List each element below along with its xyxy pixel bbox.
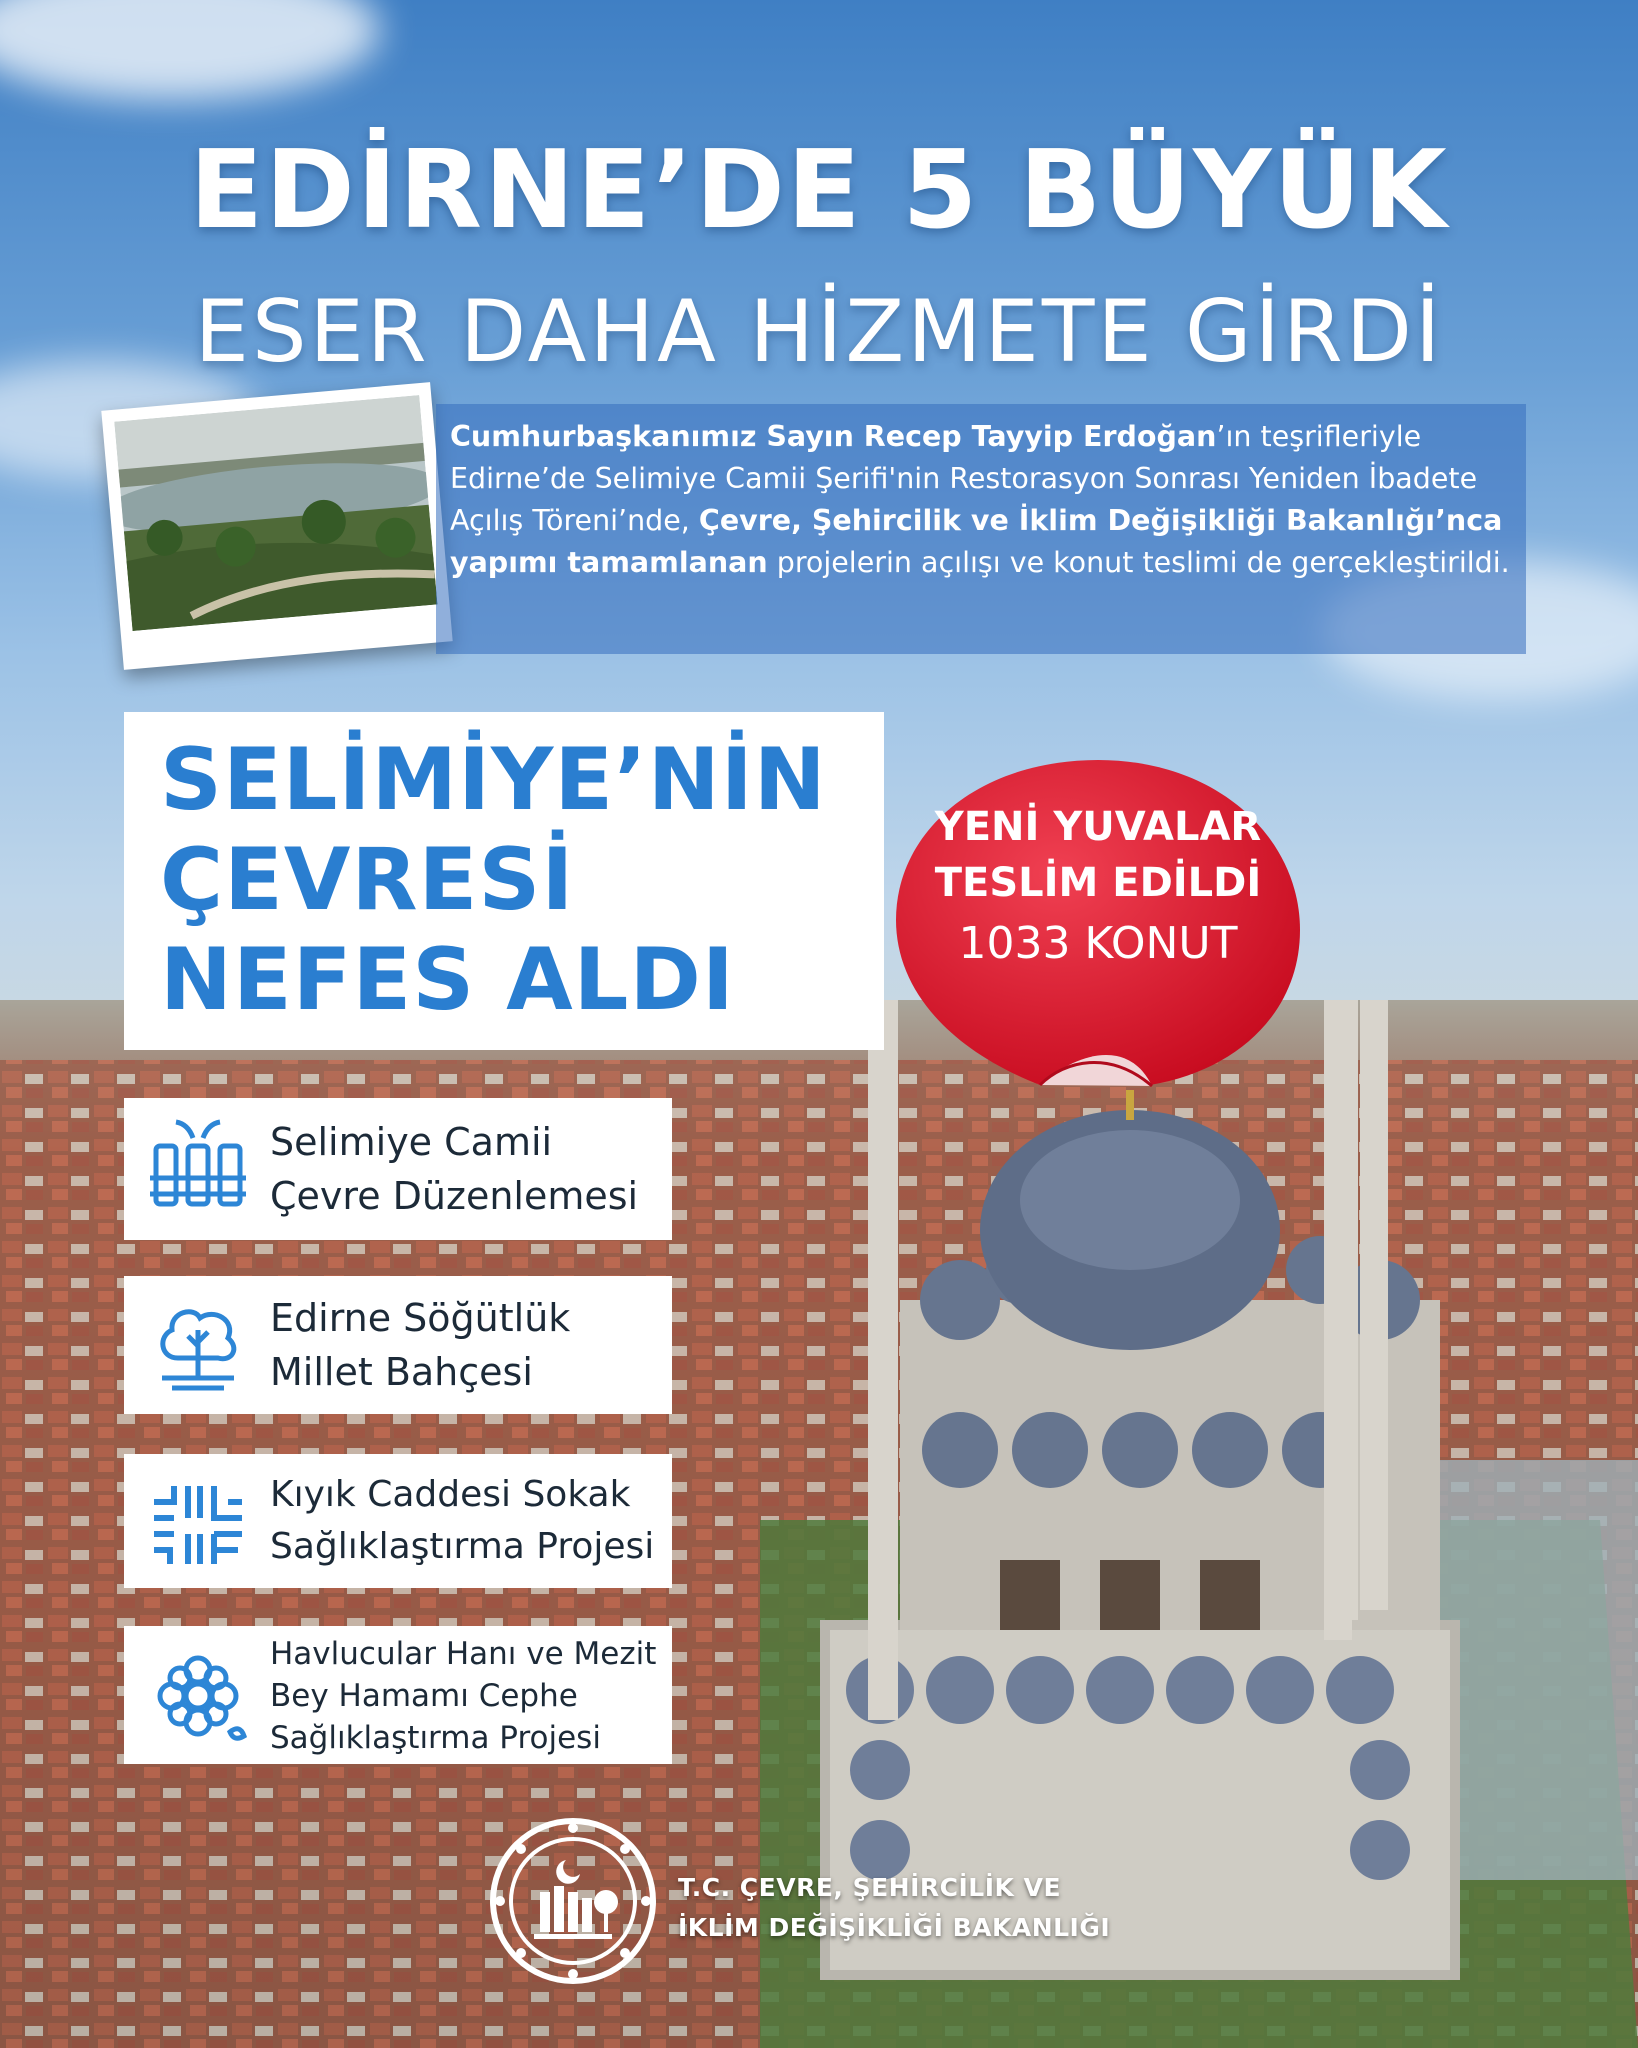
ministry-name-line2: İKLİM DEĞİŞİKLİĞİ BAKANLIĞI [678,1913,1111,1942]
intro-panel [436,404,1526,654]
headline-line2: ÇEVRESİ [160,830,575,930]
cloud [0,0,380,100]
project-selimiye-line2: Çevre Düzenlemesi [270,1174,639,1218]
headline [160,730,827,1030]
project-selimiye-line1: Selimiye Camii [270,1120,553,1164]
project-havlucular-line1: Havlucular Hanı ve Mezit [270,1636,657,1672]
badge-line3: 1033 KONUT [958,918,1238,969]
project-item-selimiye [124,1098,672,1240]
project-sogutluk-line1: Edirne Söğütlük [270,1296,571,1340]
badge-line1: YENİ YUVALAR [934,804,1262,850]
ministry-logo [488,1816,658,1986]
project-sogutluk-line2: Millet Bahçesi [270,1350,533,1394]
headline-line3: NEFES ALDI [160,930,735,1030]
project-item-havlucular [124,1626,672,1764]
project-kiyik-line2: Sağlıklaştırma Projesi [270,1526,655,1567]
ministry-name [678,1868,1110,1948]
intro-bold-ministry: Çevre, Şehircilik ve İklim Değişikliği Bakanlığı’nca yapımı tamamlanan [450,504,1503,579]
street-grid-icon [148,1472,248,1572]
ministry-name-line1: T.C. ÇEVRE, ŞEHİRCİLİK VE [678,1873,1062,1902]
badge-line2: TESLİM EDİLDİ [934,860,1262,906]
page-title-line1: EDİRNE’DE 5 BÜYÜK [189,128,1449,253]
intro-text-part2: projelerin açılışı ve konut teslimi de gerçekleştirildi. [767,546,1510,579]
intro-text-part1: ’ın teşrifleriyle Edirne’de Selimiye Camii Şerifi'nin Restorasyon Sonrası Yeniden İbadete Açılış Töreni’nde, [450,420,1478,537]
project-kiyik-line1: Kıyık Caddesi Sokak [270,1474,631,1515]
park-photo [101,382,452,670]
columns-icon [148,1116,248,1216]
project-havlucular-line3: Sağlıklaştırma Projesi [270,1720,601,1756]
intro-text [436,404,1526,584]
intro-bold-president: Cumhurbaşkanımız Sayın Recep Tayyip Erdoğan [450,420,1217,453]
project-item-sogutluk [124,1276,672,1414]
project-havlucular-line2: Bey Hamamı Cephe [270,1678,578,1714]
tree-icon [148,1296,248,1396]
project-item-kiyik [124,1454,672,1588]
headline-line1: SELİMİYE’NİN [160,730,827,830]
page-title-line2: ESER DAHA HİZMETE GİRDİ [194,282,1444,382]
flower-icon [148,1646,248,1746]
